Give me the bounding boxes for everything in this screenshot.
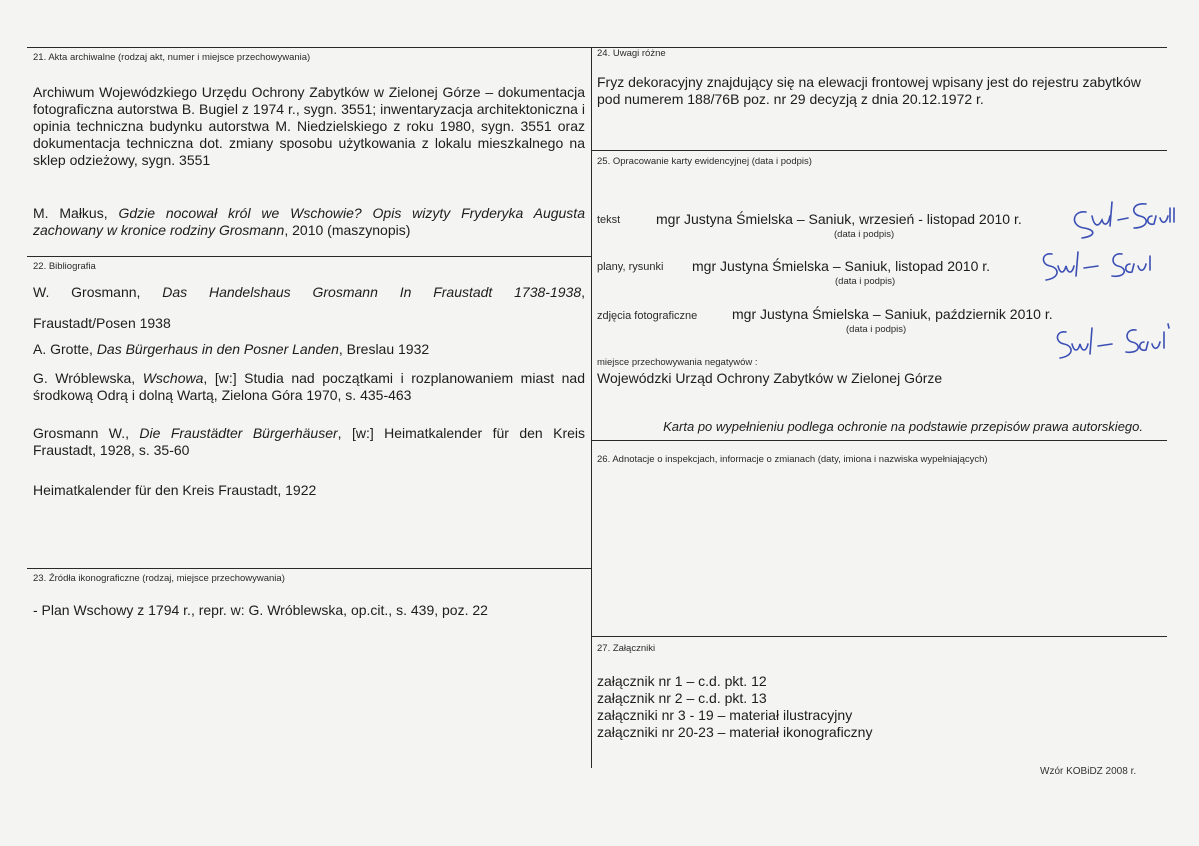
bib-2-title: Das Bürgerhaus in den Posner Landen [96, 341, 339, 357]
bib-3-author: G. Wróblewska, [33, 370, 143, 386]
bib-4-rest: , [w:] Heimatkalender für den Kreis Fraustadt, 1928, s. 35-60 [33, 425, 586, 458]
section-22-label: 22. Bibliografia [33, 261, 96, 272]
author-row-type-photos: zdjęcia fotograficzne [597, 310, 698, 322]
bib-4-author: Grosmann W., [33, 425, 140, 441]
bib-2-rest: , Breslau 1932 [338, 341, 430, 357]
attachment-3: załączniki nr 3 - 19 – materiał ilustracyjny [597, 707, 853, 723]
signature-3 [1052, 318, 1174, 364]
author-row-photos-sub: (data i podpis) [846, 324, 907, 335]
bib-2-author: A. Grotte, [33, 341, 97, 357]
rule-25 [591, 150, 1167, 151]
bibliography-item-2 [33, 341, 585, 358]
manuscript-author: M. Małkus, [33, 205, 119, 221]
rule-22 [27, 256, 591, 257]
section-24-label: 24. Uwagi różne [597, 48, 666, 59]
manuscript-title: Gdzie nocował król we Wschowie? Opis wizyty Fryderyka Augusta zachowany w kronice rodziny Grosmann [33, 205, 585, 238]
bibliography-item-5: Heimatkalender für den Kreis Fraustadt, 1922 [33, 482, 317, 498]
author-row-photos-value: mgr Justyna Śmielska – Saniuk, październik 2010 r. [732, 306, 1053, 322]
bibliography-item-1 [33, 284, 585, 301]
author-row-type-text: tekst [597, 214, 621, 226]
bibliography-item-4 [33, 425, 585, 459]
section-23-label: 23. Źródła ikonograficzne (rodzaj, miejsce przechowywania) [33, 573, 285, 584]
negatives-location-value: Wojewódzki Urząd Ochrony Zabytków w Zielonej Górze [597, 370, 943, 386]
column-divider [591, 47, 592, 768]
bib-1-author: W. Grosmann, [33, 284, 163, 300]
rule-neg [591, 440, 1167, 441]
bib-1-comma: , [581, 284, 585, 300]
attachment-1: załącznik nr 1 – c.d. pkt. 12 [597, 673, 767, 689]
signature-1 [1066, 190, 1178, 242]
bib-1-title: Das Handelshaus Grosmann In Fraustadt 1738-1938 [162, 284, 582, 300]
archive-manuscript-entry [33, 205, 585, 239]
section-25-label: 25. Opracowanie karty ewidencyjnej (data i podpis) [597, 156, 812, 167]
negatives-location-label: miejsce przechowywania negatywów : [597, 357, 758, 368]
author-row-text-sub: (data i podpis) [834, 229, 895, 240]
attachment-4: załączniki nr 20-23 – materiał ikonograficzny [597, 724, 873, 740]
author-row-type-drawings: plany, rysunki [597, 261, 664, 273]
manuscript-note: , 2010 (maszynopis) [284, 222, 411, 238]
signature-2 [1038, 244, 1158, 290]
bib-3-title: Wschowa [142, 370, 204, 386]
rule-23 [27, 568, 591, 569]
author-row-drawings-sub: (data i podpis) [835, 276, 896, 287]
copyright-notice: Karta po wypełnieniu podlega ochronie na podstawie przepisów prawa autorskiego. [663, 419, 1143, 434]
form-template-note: Wzór KOBiDZ 2008 r. [1040, 766, 1137, 777]
section-26-label: 26. Adnotacje o inspekcjach, informacje o zmianach (daty, imiona i nazwiska wypełniających) [597, 454, 988, 465]
rule-27 [591, 636, 1167, 637]
bib-3-rest: , [w:] Studia nad początkami i rozplanowaniem miast nad środkową Odrą i dolną Wartą, Zielona Góra 1970, s. 435-463 [33, 370, 586, 403]
author-row-drawings-value: mgr Justyna Śmielska – Saniuk, listopad 2010 r. [692, 258, 991, 274]
section-27-label: 27. Załączniki [597, 643, 656, 654]
author-row-text-value: mgr Justyna Śmielska – Saniuk, wrzesień - listopad 2010 r. [656, 211, 1022, 227]
remarks-text: Fryz dekoracyjny znajdujący się na elewacji frontowej wpisany jest do rejestru zabytków pod numerem 188/76B poz. nr 29 decyzją z dnia 20.12.1972 r. [597, 74, 1141, 107]
iconographic-source: - Plan Wschowy z 1794 r., repr. w: G. Wróblewska, op.cit., s. 439, poz. 22 [33, 602, 488, 618]
bib-4-title: Die Fraustädter Bürgerhäuser [139, 425, 338, 441]
bibliography-item-1-place: Fraustadt/Posen 1938 [33, 315, 171, 331]
archive-records-text: Archiwum Wojewódzkiego Urzędu Ochrony Zabytków w Zielonej Górze – dokumentacja fotograficzna autorstwa B. Bugiel z 1974 r., sygn. 3551; inwentaryzacja architektoniczna i opinia techniczna budynku autorstwa M. Niedzielskiego z roku 1980, sygn. 3551 oraz dokumentacja techniczna dot. zmiany sposobu użytkowania z lokalu mieszkalnego na sklep odzieżowy, sygn. 3551 [33, 84, 585, 168]
section-21-label: 21. Akta archiwalne (rodzaj akt, numer i miejsce przechowywania) [33, 52, 311, 63]
bibliography-item-3 [33, 370, 585, 404]
attachment-2: załącznik nr 2 – c.d. pkt. 13 [597, 690, 767, 706]
